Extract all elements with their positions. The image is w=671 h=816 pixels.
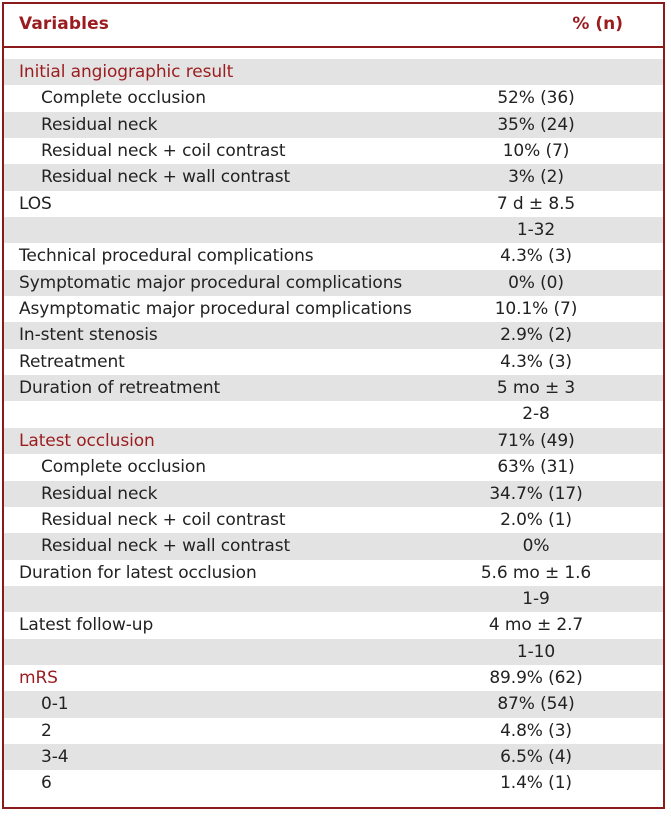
row-value: 0% — [522, 536, 550, 557]
table-row — [4, 586, 663, 612]
table-row — [4, 164, 663, 190]
table-row — [4, 217, 663, 243]
row-value: 2.0% (1) — [500, 509, 572, 530]
header-percent-n: % (n) — [572, 14, 623, 34]
header-variables: Variables — [19, 14, 109, 34]
row-label: Asymptomatic major procedural complications — [19, 299, 412, 320]
row-label: LOS — [19, 193, 52, 214]
data-table — [2, 2, 665, 809]
section-label: Latest occlusion — [19, 430, 155, 451]
table-body — [4, 59, 663, 797]
row-value: 52% (36) — [497, 88, 575, 109]
row-value: 3% (2) — [508, 167, 564, 188]
section-row — [4, 59, 663, 85]
row-label: Symptomatic major procedural complications — [19, 272, 403, 293]
table-row — [4, 481, 663, 507]
row-value: 4.3% (3) — [500, 351, 572, 372]
table-row — [4, 349, 663, 375]
section-row — [4, 665, 663, 691]
row-label: Duration for latest occlusion — [19, 562, 257, 583]
row-value: 87% (54) — [497, 694, 575, 715]
row-value: 0% (0) — [508, 272, 564, 293]
row-value: 63% (31) — [497, 457, 575, 478]
table-row — [4, 191, 663, 217]
row-value: 10% (7) — [502, 141, 570, 162]
row-value: 2.9% (2) — [500, 325, 572, 346]
table-row — [4, 718, 663, 744]
row-value: 35% (24) — [497, 114, 575, 135]
table-row — [4, 533, 663, 559]
table-row — [4, 691, 663, 717]
table-row — [4, 322, 663, 348]
table-row — [4, 454, 663, 480]
row-value: 2-8 — [522, 404, 550, 425]
row-value: 4.8% (3) — [500, 720, 572, 741]
row-label: Complete occlusion — [41, 88, 206, 109]
row-label: Latest follow-up — [19, 615, 154, 636]
row-value: 1-10 — [516, 641, 556, 662]
row-label: Residual neck + wall contrast — [41, 536, 291, 557]
row-label: 2 — [41, 720, 52, 741]
row-label: Residual neck — [41, 114, 158, 135]
row-label: Residual neck + wall contrast — [41, 167, 291, 188]
row-value: 4 mo ± 2.7 — [488, 615, 584, 636]
row-label: Technical procedural complications — [19, 246, 314, 267]
row-label: Residual neck — [41, 483, 158, 504]
row-label: Residual neck + coil contrast — [41, 509, 286, 530]
table-row — [4, 138, 663, 164]
section-label: Initial angiographic result — [19, 62, 234, 82]
row-value: 71% (49) — [497, 430, 575, 451]
table-row — [4, 270, 663, 296]
row-label: Residual neck + coil contrast — [41, 141, 286, 162]
table-row — [4, 744, 663, 770]
row-value: 10.1% (7) — [494, 299, 578, 320]
row-value: 5.6 mo ± 1.6 — [480, 562, 592, 583]
row-label: Retreatment — [19, 351, 125, 372]
table-row — [4, 612, 663, 638]
row-label: In-stent stenosis — [19, 325, 158, 346]
row-label: 0-1 — [41, 694, 69, 715]
table-row — [4, 401, 663, 427]
row-label: Duration of retreatment — [19, 378, 221, 399]
row-label: 6 — [41, 773, 52, 794]
row-value: 1-32 — [516, 220, 556, 241]
table-row — [4, 243, 663, 269]
table-row — [4, 507, 663, 533]
row-value: 1-9 — [522, 588, 550, 609]
row-label: Complete occlusion — [41, 457, 206, 478]
table-header — [4, 4, 663, 48]
section-label: mRS — [19, 667, 58, 688]
row-value: 34.7% (17) — [489, 483, 583, 504]
table-row — [4, 639, 663, 665]
section-row — [4, 428, 663, 454]
row-value: 6.5% (4) — [500, 746, 572, 767]
row-value: 89.9% (62) — [489, 667, 583, 688]
row-value: 7 d ± 8.5 — [496, 193, 576, 214]
row-value: 1.4% (1) — [500, 773, 572, 794]
row-value: 5 mo ± 3 — [496, 378, 576, 399]
table-row — [4, 112, 663, 138]
table-row — [4, 296, 663, 322]
table-row — [4, 560, 663, 586]
row-label: 3-4 — [41, 746, 69, 767]
row-value: 4.3% (3) — [500, 246, 572, 267]
table-row — [4, 375, 663, 401]
table-row — [4, 770, 663, 796]
table-row — [4, 85, 663, 111]
